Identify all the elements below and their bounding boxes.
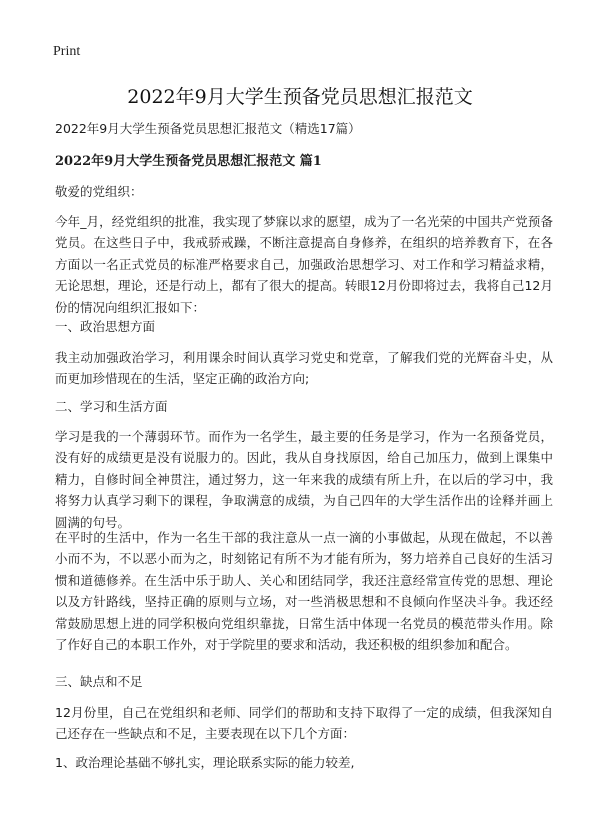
heading-shortcomings: 三、缺点和不足: [55, 674, 143, 689]
heading-politics: 一、政治思想方面: [55, 319, 156, 334]
salutation: 敬爱的党组织：: [55, 184, 143, 199]
paragraph-study: 学习是我的一个薄弱环节。而作为一名学生，最主要的任务是学习，作为一名预备党员，没有好的成绩更是没有说服力的。因此，我从自身找原因，给自己加压力，做到上课集中精力，自修时间全神贯注，通过努力，这一年来我的成绩有所上升，在以后的学习中，我将努力认真学习剩下的课程，争取满意的成绩，为自己四年的大学生活作出的诠释并画上圆满的句号。: [55, 429, 553, 530]
section-heading: 2022年9月大学生预备党员思想汇报范文 篇1: [55, 154, 322, 169]
heading-study-life: 二、学习和生活方面: [55, 399, 168, 414]
list-item-1: 1、政治理论基础不够扎实，理论联系实际的能力较差,: [55, 755, 355, 770]
page-title: 2022年9月大学生预备党员思想汇报范文: [127, 86, 473, 108]
subtitle: 2022年9月大学生预备党员思想汇报范文（精选17篇）: [55, 121, 361, 136]
paragraph-politics: 我主动加强政治学习，利用课余时间认真学习党史和党章，了解我们党的光辉奋斗史，从而更加珍惜现在的生活，坚定正确的政治方向;: [55, 350, 553, 387]
paragraph-life: 在平时的生活中，作为一名生干部的我注意从一点一滴的小事做起，从现在做起，不以善小而不为，不以恶小而为之，时刻铭记有所不为才能有所为，努力培养自己良好的生活习惯和道德修养。在生活中乐于助人、关心和团结同学，我还注意经常宣传党的思想、理论以及方针路线，坚持正确的原则与立场，对一些消极思想和不良倾向作坚决斗争。我还经常鼓励思想上进的同学积极向党组织靠拢，日常生活中体现一名党员的模范带头作用。除了作好自己的本职工作外，对于学院里的要求和活动，我还积极的组织参加和配合。: [55, 530, 553, 653]
print-link[interactable]: Print: [53, 44, 81, 59]
paragraph-intro: 今年_月，经党组织的批准，我实现了梦寐以求的愿望，成为了一名光荣的中国共产党预备党员。在这些日子中，我戒骄戒躁，不断注意提高自身修养，在组织的培养教育下，在各方面以一名正式党员的标准严格要求自己，加强政治思想学习、对工作和学习精益求精，无论思想，理论，还是行动上，都有了很大的提高。转眼12月份即将过去，我将自己12月份的情况向组织汇报如下：: [55, 214, 553, 315]
paragraph-shortcomings: 12月份里，自己在党组织和老师、同学们的帮助和支持下取得了一定的成绩，但我深知自己还存在一些缺点和不足，主要表现在以下几个方面：: [55, 705, 553, 742]
